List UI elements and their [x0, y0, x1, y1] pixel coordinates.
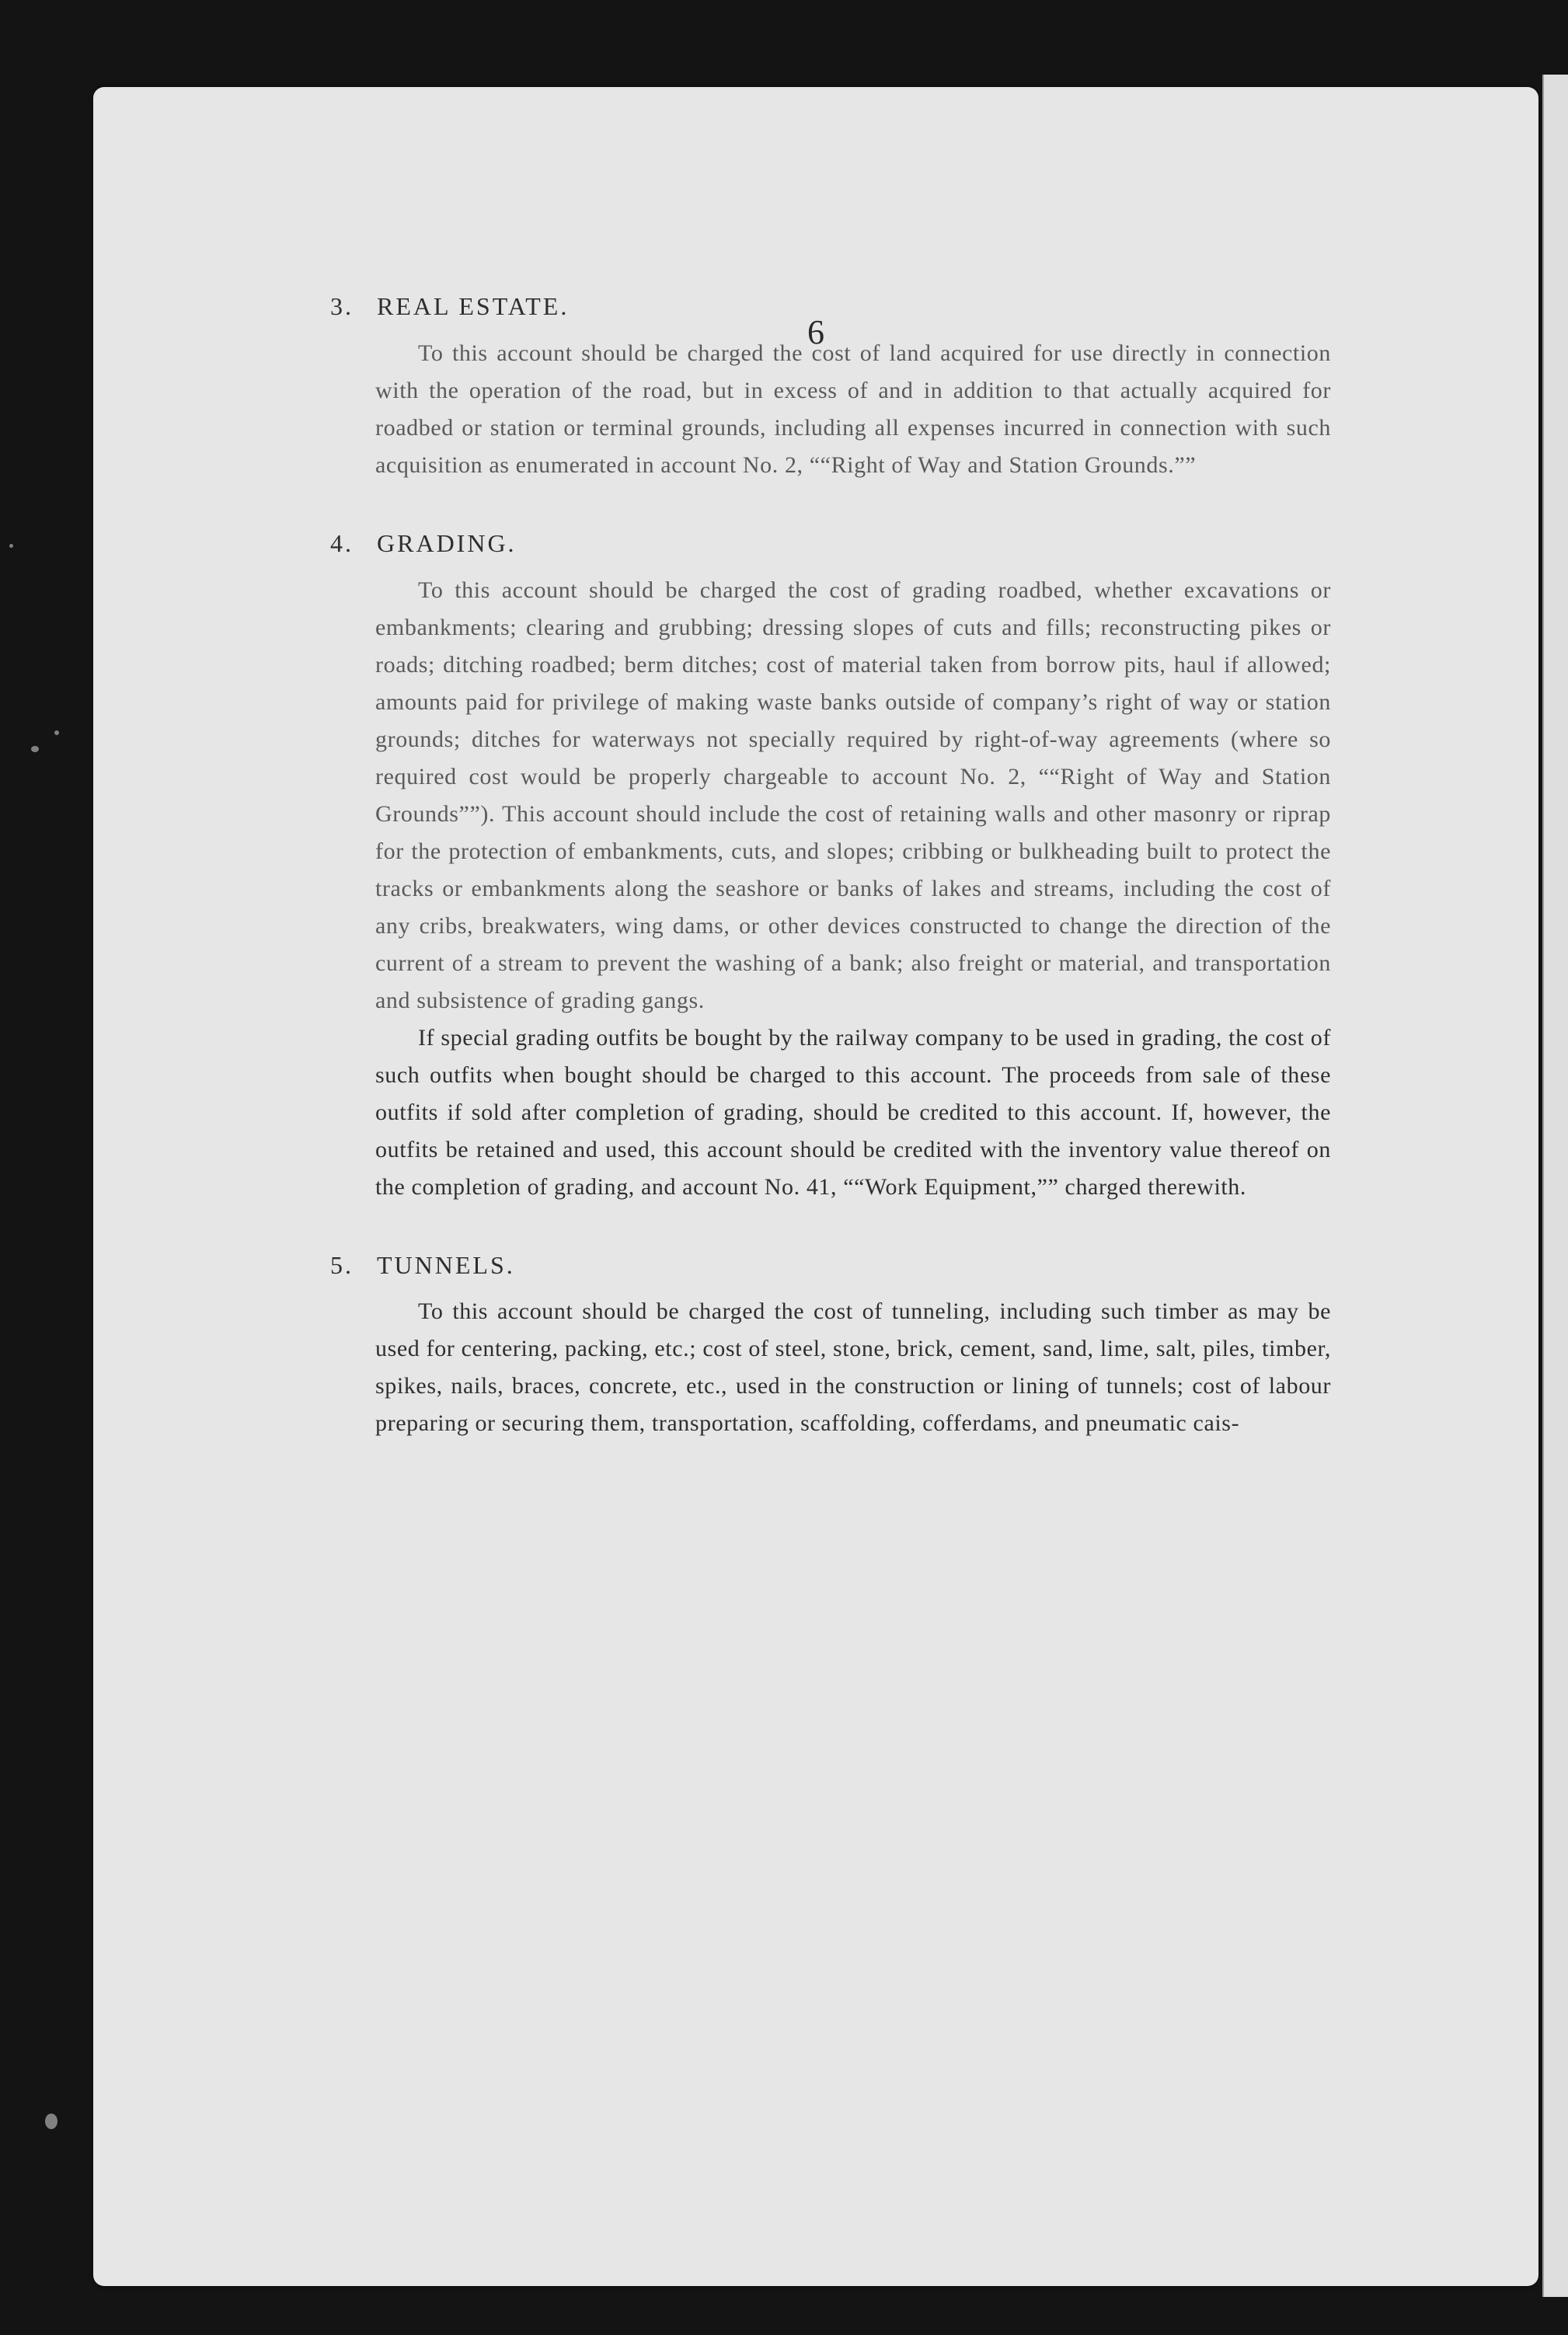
section-number: 4.	[330, 528, 354, 557]
section-title: TUNNELS.	[377, 1250, 515, 1279]
scan-speck	[45, 2114, 57, 2129]
section-real-estate	[330, 289, 1331, 484]
facing-page-edge	[1542, 75, 1568, 2297]
page-number: 6	[807, 313, 824, 351]
section-paragraph: To this account should be charged the cost of tunneling, including such timber as may be used for centering, packing, etc.; cost of steel, stone, brick, cement, sand, lime, salt, piles, timber, spikes, nails, braces, concrete, etc., used in the construction or lining of tunnels; cost of labour preparing or securing them, transportation, scaffolding, cofferdams, and pneumatic cais-	[375, 1298, 1331, 1437]
scan-speck	[9, 544, 13, 548]
section-heading	[330, 526, 1331, 561]
section-paragraph: To this account should be charged the cost of land acquired for use directly in connection with the operation of the road, but in excess of and in addition to that actually acquired for roadbed or station or terminal grounds, including all expenses incurred in connection with such acquisition as enumerated in account No. 2, ““Right of Way and Station Grounds.””	[375, 340, 1331, 478]
section-title: GRADING.	[377, 528, 517, 557]
scan-speck	[54, 730, 59, 735]
scan-speck	[31, 746, 39, 752]
section-number: 5.	[330, 1250, 354, 1279]
page-content	[330, 289, 1331, 1442]
section-number: 3.	[330, 292, 354, 320]
section-tunnels	[330, 1248, 1331, 1443]
section-paragraph: If special grading outfits be bought by the railway company to be used in grading, the cost of such outfits when bought should be charged to this account. The proceeds from sale of these outfits if sold after completion of grading, should be credited to this account. If, however, the outfits be retained and used, this account should be credited with the inventory value thereof on the completion of grading, and account No. 41, ““Work Equipment,”” charged therewith.	[375, 1024, 1331, 1200]
section-paragraph: To this account should be charged the cost of grading roadbed, whether excavations or embankments; clearing and grubbing; dressing slopes of cuts and fills; reconstructing pikes or roads; ditching roadbed; berm ditches; cost of material taken from borrow pits, haul if allowed; amounts paid for privilege of making waste banks outside of company’s right of way or station grounds; ditches for waterways not specially required by right-of-way agreements (where so required cost would be properly chargeable to account No. 2, ““Right of Way and Station Grounds””). This account should include the cost of retaining walls and other masonry or riprap for the protection of embankments, cuts, and slopes; cribbing or bulkheading built to protect the tracks or embankments along the seashore or banks of lakes and streams, including the cost of any cribs, breakwaters, wing dams, or other devices constructed to change the direction of the current of a stream to prevent the washing of a bank; also freight or material, and transportation and subsistence of grading gangs.	[375, 577, 1331, 1013]
section-grading	[330, 526, 1331, 1206]
section-heading	[330, 289, 1331, 324]
section-title: REAL ESTATE.	[377, 292, 570, 320]
section-heading	[330, 1248, 1331, 1283]
